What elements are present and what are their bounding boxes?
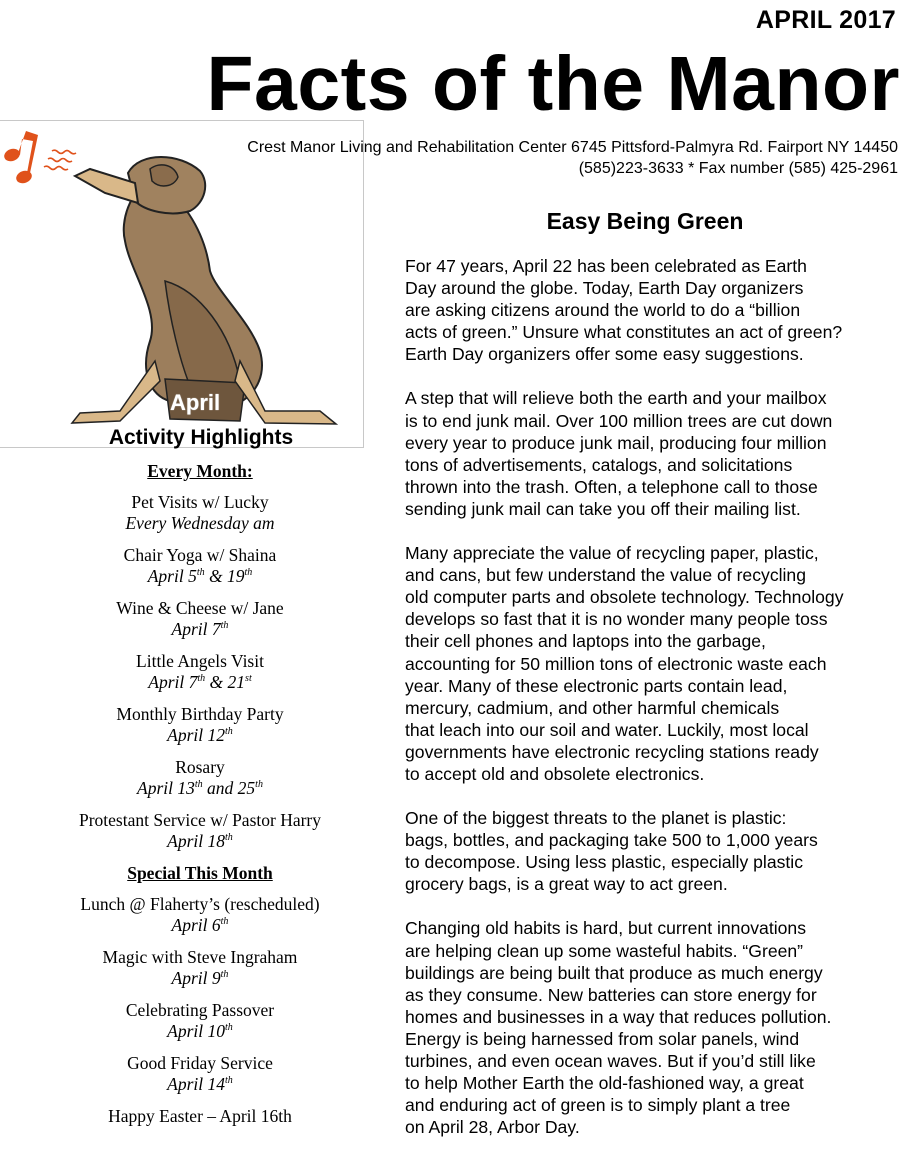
paragraph-line: Day around the globe. Today, Earth Day organizers [405, 278, 804, 299]
event-item [50, 810, 350, 852]
paragraph-line: develops so fast that it is no wonder many people toss [405, 609, 828, 630]
paragraph-line: are asking citizens around the world to do a “billion [405, 300, 801, 321]
paragraph-line: their cell phones and laptops into the garbage, [405, 631, 766, 652]
ordinal-suffix: th [225, 1022, 233, 1034]
paragraph-line: old computer parts and obsolete technology. Technology [405, 587, 844, 608]
paragraph-line: mercury, cadmium, and other harmful chemicals [405, 697, 780, 718]
sound-waves-icon [44, 150, 76, 170]
paragraph-line: governments have electronic recycling stations ready [405, 741, 819, 762]
paragraph-line: turbines, and even ocean waves. But if you’d still like [405, 1051, 816, 1071]
every-month-heading: Every Month: [147, 461, 253, 481]
ordinal-suffix: th [196, 567, 205, 579]
event-date: April 14th [167, 1074, 233, 1094]
paragraph-line: One of the biggest threats to the planet is plastic: [405, 808, 787, 829]
ordinal-suffix: th [225, 1075, 233, 1087]
ordinal-suffix: th [220, 916, 229, 928]
paragraph-line: Changing old habits is hard, but current innovations [405, 918, 806, 939]
paragraph-line: A step that will relieve both the earth and your mailbox [405, 388, 827, 409]
paragraph-line: buildings are being built that produce as much energy [405, 962, 823, 983]
paragraph-line: is to end junk mail. Over 100 million trees are cut down [405, 410, 833, 431]
paragraph-line: that leach into our soil and water. Luckily, most local [405, 719, 809, 740]
paragraph-line: Many appreciate the value of recycling paper, plastic, [405, 543, 819, 564]
event-name: Magic with Steve Ingraham [102, 947, 298, 967]
paragraph-line: are helping clean up some wasteful habits. “Green” [405, 940, 804, 961]
event-name: Chair Yoga w/ Shaina [123, 545, 277, 565]
activity-highlights-title: Activity Highlights [108, 426, 294, 449]
event-date: April 18th [167, 831, 233, 851]
event-date: April 6th [171, 915, 229, 935]
paragraph-line: Energy is being harnessed from solar panels, wind [405, 1028, 800, 1049]
article-paragraph [405, 255, 875, 365]
event-item [50, 1053, 350, 1095]
paragraph-line: homes and businesses in a way that reduces pollution. [405, 1006, 832, 1027]
event-name: Happy Easter – April 16th [108, 1106, 292, 1126]
ordinal-suffix: th [225, 726, 233, 738]
special-month-heading: Special This Month [127, 863, 273, 883]
paragraph-line: accounting for 50 million tons of electronic waste each [405, 653, 827, 674]
address-line: Crest Manor Living and Rehabilitation Center 6745 Pittsford-Palmyra Rd. Fairport NY 14450 [247, 139, 898, 156]
event-item [50, 598, 350, 640]
paragraph-line: thrown into the trash. Often, a telephone call to those [405, 476, 818, 497]
event-name: Pet Visits w/ Lucky [131, 492, 269, 512]
event-name: Good Friday Service [127, 1053, 273, 1073]
paragraph-line: For 47 years, April 22 has been celebrated as Earth [405, 256, 807, 276]
event-date: Every Wednesday am [125, 513, 275, 533]
paragraph-line: every year to produce junk mail, producing four million [405, 432, 827, 453]
paragraph-line: tons of advertisements, catalogs, and solicitations [405, 454, 793, 475]
ordinal-suffix: st [245, 673, 252, 685]
event-date: April 7th [171, 619, 229, 639]
event-item [50, 947, 350, 989]
event-name: Rosary [175, 757, 225, 777]
event-item [50, 757, 350, 799]
event-item [50, 651, 350, 693]
article [405, 208, 875, 1160]
event-date: April 9th [171, 968, 229, 988]
article-paragraph [405, 542, 875, 785]
event-name: Little Angels Visit [136, 651, 264, 671]
event-name: Wine & Cheese w/ Jane [116, 598, 284, 618]
paragraph-line: to decompose. Using less plastic, especially plastic [405, 852, 803, 873]
event-name: Monthly Birthday Party [116, 704, 284, 724]
paragraph-line: and enduring act of green is to simply plant a tree [405, 1095, 791, 1116]
paragraph-line: grocery bags, is a great way to act green. [405, 874, 728, 895]
event-item [50, 894, 350, 936]
ordinal-suffix: th [194, 779, 203, 791]
paragraph-line: sending junk mail can take you off their mailing list. [405, 498, 801, 519]
article-body [405, 255, 875, 1138]
music-note-icon [2, 131, 38, 185]
ordinal-suffix: th [220, 969, 229, 981]
event-name: Lunch @ Flaherty’s (rescheduled) [80, 894, 320, 914]
paragraph-line: Earth Day organizers offer some easy suggestions. [405, 344, 804, 365]
issue-date: APRIL 2017 [755, 6, 896, 34]
paragraph-line: acts of green.” Unsure what constitutes an act of green? [405, 322, 843, 343]
ordinal-suffix: th [197, 673, 206, 685]
event-date: April 7th & 21st [148, 672, 252, 692]
phone-line: (585)223-3633 * Fax number (585) 425-2961 [578, 160, 898, 177]
paragraph-line: as they consume. New batteries can store energy for [405, 984, 817, 1005]
paragraph-line: to accept old and obsolete electronics. [405, 763, 705, 784]
event-date: April 10th [167, 1021, 233, 1041]
newsletter-title: Facts of the Manor [206, 41, 900, 127]
april-label: April [170, 390, 221, 415]
ordinal-suffix: th [244, 567, 253, 579]
article-paragraph [405, 917, 875, 1138]
event-item [50, 545, 350, 587]
special-events [50, 894, 350, 1127]
paragraph-line: year. Many of these electronic parts contain lead, [405, 675, 788, 696]
event-date: April 12th [167, 725, 233, 745]
ordinal-suffix: th [255, 779, 263, 791]
paragraph-line: bags, bottles, and packaging take 500 to 1,000 years [405, 830, 818, 851]
paragraph-line: and cans, but few understand the value of recycling [405, 565, 806, 586]
event-date: April 5th & 19th [147, 566, 253, 586]
paragraph-line: to help Mother Earth the old-fashioned way, a great [405, 1073, 804, 1094]
ordinal-suffix: th [220, 620, 229, 632]
event-name: Celebrating Passover [125, 1000, 275, 1020]
ordinal-suffix: th [225, 832, 233, 844]
event-name: Protestant Service w/ Pastor Harry [78, 810, 322, 830]
event-item [50, 492, 350, 534]
event-date: April 13th and 25th [137, 778, 263, 798]
every-month-events [50, 492, 350, 852]
activity-list [50, 461, 350, 1138]
event-item [50, 1000, 350, 1042]
event-item [50, 1106, 350, 1127]
paragraph-line: on April 28, Arbor Day. [405, 1117, 580, 1138]
article-paragraph [405, 387, 875, 520]
article-paragraph [405, 807, 875, 895]
article-title: Easy Being Green [546, 208, 744, 234]
event-item [50, 704, 350, 746]
